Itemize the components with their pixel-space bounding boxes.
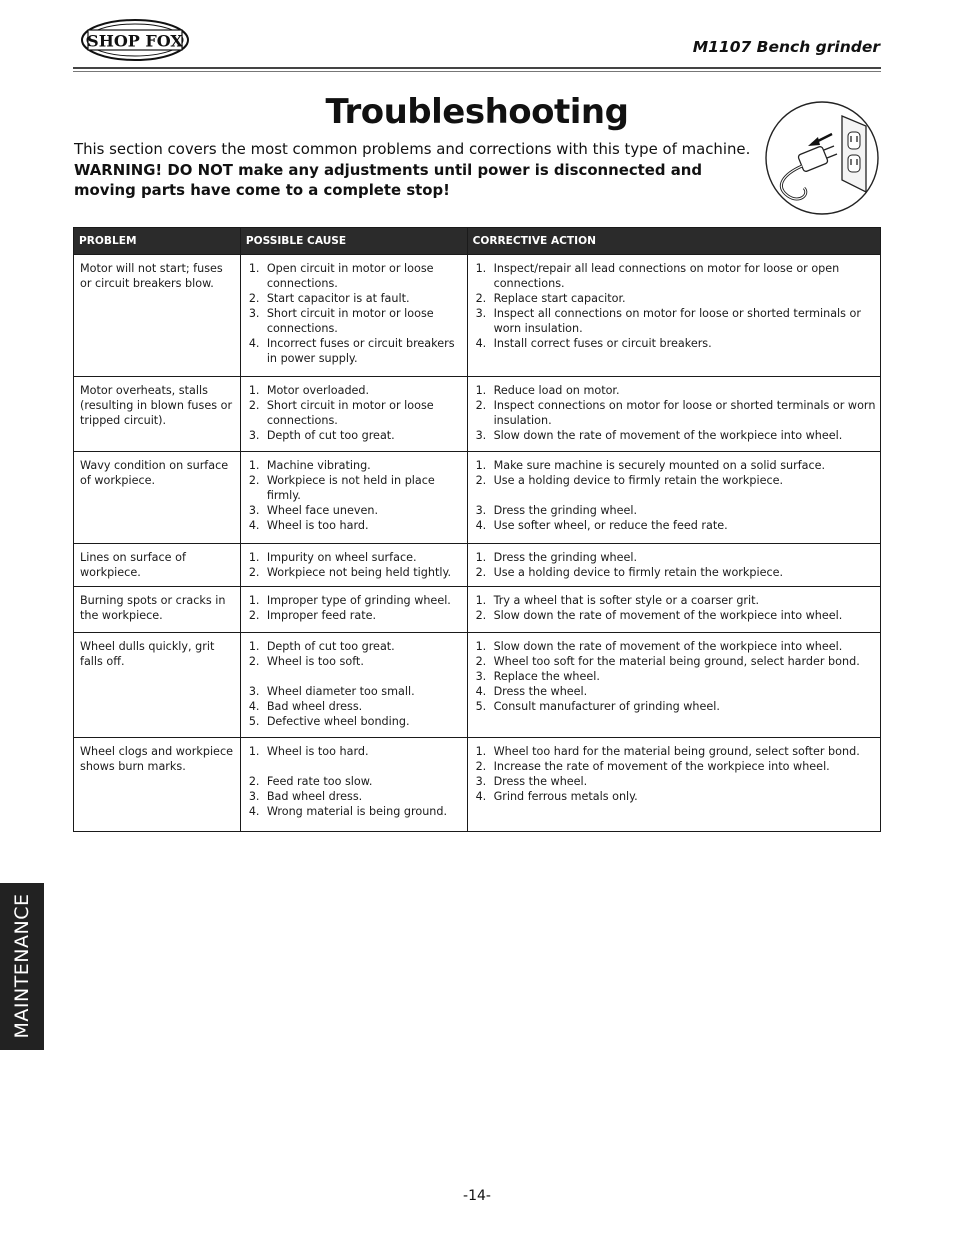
troubleshooting-table — [73, 227, 881, 832]
intro-warning: WARNING! DO NOT make any adjustments until power is disconnected and moving parts have come to a complete stop! — [74, 160, 703, 199]
list-item: 1. Improper type of grinding wheel. — [248, 594, 451, 607]
unplug-power-cord-icon — [764, 100, 882, 216]
list-item: 2. Feed rate too slow. — [248, 775, 373, 788]
problem-cell: Wheel dulls quickly, grit falls off. — [74, 633, 241, 738]
action-cell — [467, 633, 880, 738]
list-item: 5. Consult manufacturer of grinding wheel. — [475, 700, 720, 713]
list-item: 4. Incorrect fuses or circuit breakers in power supply. — [248, 337, 455, 365]
page-number: -14- — [463, 1188, 491, 1204]
cause-cell — [240, 377, 467, 452]
list-item: 4. Wheel is too hard. — [248, 519, 369, 532]
intro-text: This section covers the most common problems and corrections with this type of machine. — [74, 140, 751, 158]
list-item: 1. Open circuit in motor or loose connections. — [248, 262, 434, 290]
list-item: 3. Bad wheel dress. — [248, 790, 363, 803]
list-item: 3. Wheel diameter too small. — [248, 685, 415, 698]
list-item: 1. Try a wheel that is softer style or a coarser grit. — [475, 594, 760, 607]
intro-paragraph — [74, 139, 760, 201]
header-problem: PROBLEM — [74, 228, 241, 255]
list-item: 5. Defective wheel bonding. — [248, 715, 410, 728]
list-item: 2. Slow down the rate of movement of the workpiece into wheel. — [475, 609, 843, 622]
list-item: 3. Slow down the rate of movement of the workpiece into wheel. — [475, 429, 843, 442]
header-possible-cause: POSSIBLE CAUSE — [240, 228, 467, 255]
cause-cell — [240, 738, 467, 832]
list-item: 4. Wrong material is being ground. — [248, 805, 448, 818]
shop-fox-logo — [80, 18, 190, 62]
list-item: 3. Dress the wheel. — [475, 775, 588, 788]
header-rule-thin — [73, 71, 881, 72]
section-tab — [0, 883, 44, 1050]
list-item: 1. Motor overloaded. — [248, 384, 370, 397]
list-item: 2. Workpiece is not held in place firmly. — [248, 474, 435, 502]
problem-cell: Wavy condition on surface of workpiece. — [74, 452, 241, 544]
list-item: 2. Inspect connections on motor for loose or shorted terminals or worn insulation. — [475, 399, 876, 427]
table-row — [74, 738, 881, 832]
list-item: 2. Wheel is too soft. — [248, 655, 364, 668]
cause-cell — [240, 255, 467, 377]
section-tab-label: MAINTENANCE — [11, 893, 33, 1039]
list-item: 3. Inspect all connections on motor for loose or shorted terminals or worn insulation. — [475, 307, 861, 335]
list-item: 2. Improper feed rate. — [248, 609, 377, 622]
model-name: M1107 Bench grinder — [692, 38, 880, 56]
list-item: 3. Dress the grinding wheel. — [475, 504, 638, 517]
list-item: 3. Short circuit in motor or loose connections. — [248, 307, 434, 335]
list-item: 1. Inspect/repair all lead connections on motor for loose or open connections. — [475, 262, 840, 290]
table-row — [74, 255, 881, 377]
list-item: 1. Wheel too hard for the material being ground, select softer bond. — [475, 745, 860, 758]
list-item: 1. Slow down the rate of movement of the workpiece into wheel. — [475, 640, 843, 653]
list-item: 2. Short circuit in motor or loose connections. — [248, 399, 434, 427]
list-item: 1. Make sure machine is securely mounted on a solid surface. — [475, 459, 826, 472]
cause-cell — [240, 544, 467, 587]
list-item: 4. Install correct fuses or circuit breakers. — [475, 337, 712, 350]
list-item: 2. Workpiece not being held tightly. — [248, 566, 452, 579]
list-item: 1. Machine vibrating. — [248, 459, 371, 472]
action-cell — [467, 452, 880, 544]
table-row — [74, 544, 881, 587]
list-item: 2. Use a holding device to firmly retain the workpiece. — [475, 566, 784, 579]
table-row — [74, 587, 881, 633]
action-cell — [467, 587, 880, 633]
problem-cell: Motor will not start; fuses or circuit breakers blow. — [74, 255, 241, 377]
problem-cell: Lines on surface of workpiece. — [74, 544, 241, 587]
list-item: 1. Wheel is too hard. — [248, 745, 369, 758]
action-cell — [467, 255, 880, 377]
list-item: 3. Wheel face uneven. — [248, 504, 378, 517]
table-row — [74, 452, 881, 544]
list-item: 4. Dress the wheel. — [475, 685, 588, 698]
header-corrective-action: CORRECTIVE ACTION — [467, 228, 880, 255]
list-item: 4. Use softer wheel, or reduce the feed rate. — [475, 519, 728, 532]
action-cell — [467, 377, 880, 452]
action-cell — [467, 738, 880, 832]
list-item: 1. Impurity on wheel surface. — [248, 551, 417, 564]
header-rule — [73, 67, 881, 69]
problem-cell: Motor overheats, stalls (resulting in blown fuses or tripped circuit). — [74, 377, 241, 452]
list-item: 2. Increase the rate of movement of the workpiece into wheel. — [475, 760, 830, 773]
list-item: 1. Reduce load on motor. — [475, 384, 620, 397]
list-item: 2. Use a holding device to firmly retain the workpiece. — [475, 474, 784, 487]
list-item: 3. Replace the wheel. — [475, 670, 600, 683]
table-row — [74, 377, 881, 452]
page-title: Troubleshooting — [325, 92, 629, 132]
list-item: 2. Start capacitor is at fault. — [248, 292, 410, 305]
list-item: 3. Depth of cut too great. — [248, 429, 395, 442]
cause-cell — [240, 587, 467, 633]
action-cell — [467, 544, 880, 587]
logo-text: SHOP FOX — [87, 31, 183, 51]
list-item: 1. Depth of cut too great. — [248, 640, 395, 653]
table-row — [74, 633, 881, 738]
list-item: 4. Bad wheel dress. — [248, 700, 363, 713]
list-item: 1. Dress the grinding wheel. — [475, 551, 638, 564]
table-header-row — [74, 228, 881, 255]
list-item: 2. Replace start capacitor. — [475, 292, 626, 305]
problem-cell: Wheel clogs and workpiece shows burn marks. — [74, 738, 241, 832]
list-item: 2. Wheel too soft for the material being ground, select harder bond. — [475, 655, 860, 668]
problem-cell: Burning spots or cracks in the workpiece. — [74, 587, 241, 633]
cause-cell — [240, 452, 467, 544]
cause-cell — [240, 633, 467, 738]
list-item: 4. Grind ferrous metals only. — [475, 790, 638, 803]
